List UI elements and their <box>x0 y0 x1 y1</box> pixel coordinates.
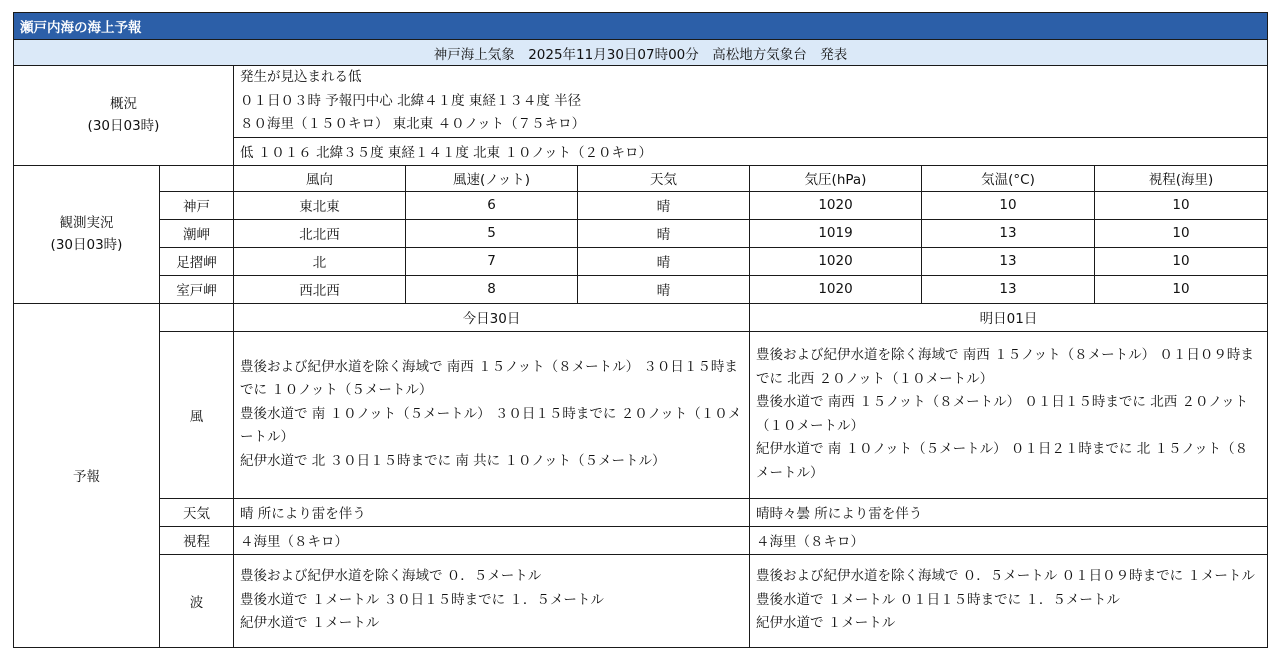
wind-today-line: 紀伊水道で 北 ３０日１５時までに 南 共に １０ノット（５メートル） <box>240 452 666 469</box>
obs-weather: 晴 <box>578 275 750 303</box>
header-weather: 天気 <box>578 165 750 191</box>
wave-today-line: 豊後および紀伊水道を除く海域で ０．５メートル <box>240 568 542 585</box>
obs-pressure: 1019 <box>750 219 922 247</box>
header-temperature: 気温(°C) <box>922 165 1095 191</box>
forecast-today-header: 今日30日 <box>234 303 750 331</box>
wave-today-line: 豊後水道で １メートル ３０日１５時までに １．５メートル <box>240 591 604 608</box>
forecast-weather-today: 晴 所により雷を伴う <box>234 498 750 526</box>
obs-pressure: 1020 <box>750 191 922 219</box>
forecast-wave-tomorrow <box>750 554 1268 647</box>
wind-tomorrow-line: 豊後水道で 南西 １５ノット（８メートル） ０１日１５時までに 北西 ２０ノット（１０メートル） <box>756 394 1249 434</box>
wave-tomorrow-line: 豊後および紀伊水道を除く海域で ０．５メートル ０１日０９時までに １メートル <box>756 568 1255 585</box>
page-title: 瀬戸内海の海上予報 <box>14 13 1268 40</box>
forecast-wind-tomorrow <box>750 331 1268 498</box>
forecast-wave-today <box>234 554 750 647</box>
header-visibility: 視程(海里) <box>1095 165 1268 191</box>
obs-wind-speed: 7 <box>406 247 578 275</box>
table-row <box>14 247 1268 275</box>
overview-label-cell <box>14 66 234 166</box>
overview-body <box>234 66 1268 138</box>
obs-visibility: 10 <box>1095 219 1268 247</box>
overview-time: (30日03時) <box>87 118 160 135</box>
obs-pressure: 1020 <box>750 247 922 275</box>
obs-wind-direction: 北 <box>234 247 406 275</box>
observation-time: (30日03時) <box>50 237 123 253</box>
observation-label: 観測実況 <box>59 215 114 231</box>
overview-line: 発生が見込まれる低 <box>240 69 362 85</box>
wind-tomorrow-line: 紀伊水道で 南 １０ノット（５メートル） ０１日２１時までに 北 １５ノット（８メートル） <box>756 441 1249 481</box>
wave-tomorrow-line: 豊後水道で １メートル ０１日１５時までに １．５メートル <box>756 591 1120 608</box>
header-wind-direction: 風向 <box>234 165 406 191</box>
forecast-corner <box>160 303 234 331</box>
table-row <box>14 219 1268 247</box>
forecast-wind-label: 風 <box>160 331 234 498</box>
overview-line: ８０海里（１５０キロ） 東北東 ４０ノット（７５キロ） <box>240 116 586 132</box>
station-name: 神戸 <box>160 191 234 219</box>
obs-temperature: 13 <box>922 247 1095 275</box>
wave-today-line: 紀伊水道で １メートル <box>240 615 380 632</box>
overview-line: ０１日０３時 予報円中心 北緯４１度 東経１３４度 半径 <box>240 92 582 109</box>
overview-low: 低 １０１６ 北緯３５度 東経１４１度 北東 １０ノット（２０キロ） <box>234 137 1268 165</box>
wave-tomorrow-line: 紀伊水道で １メートル <box>756 615 896 632</box>
forecast-wind-today <box>234 331 750 498</box>
issued-info: 神戸海上気象 2025年11月30日07時00分 高松地方気象台 発表 <box>14 40 1268 66</box>
obs-wind-speed: 5 <box>406 219 578 247</box>
obs-visibility: 10 <box>1095 191 1268 219</box>
marine-forecast <box>13 12 1267 648</box>
station-name: 室戸岬 <box>160 275 234 303</box>
forecast-visibility-tomorrow: ４海里（８キロ） <box>750 526 1268 554</box>
obs-weather: 晴 <box>578 191 750 219</box>
wind-tomorrow-line: 豊後および紀伊水道を除く海域で 南西 １５ノット（８メートル） ０１日０９時までに 北西 ２０ノット（１０メートル） <box>756 347 1254 387</box>
observation-corner <box>160 165 234 191</box>
station-name: 潮岬 <box>160 219 234 247</box>
forecast-label: 予報 <box>14 303 160 647</box>
obs-wind-direction: 西北西 <box>234 275 406 303</box>
wind-today-line: 豊後および紀伊水道を除く海域で 南西 １５ノット（８メートル） ３０日１５時までに １０ノット（５メートル） <box>240 358 738 399</box>
forecast-wave-label: 波 <box>160 554 234 647</box>
forecast-tomorrow-header: 明日01日 <box>750 303 1268 331</box>
obs-wind-direction: 東北東 <box>234 191 406 219</box>
obs-wind-speed: 6 <box>406 191 578 219</box>
station-name: 足摺岬 <box>160 247 234 275</box>
wind-today-line: 豊後水道で 南 １０ノット（５メートル） ３０日１５時までに ２０ノット（１０メートル） <box>240 405 742 446</box>
forecast-weather-tomorrow: 晴時々曇 所により雷を伴う <box>750 498 1268 526</box>
obs-wind-direction: 北北西 <box>234 219 406 247</box>
forecast-visibility-label: 視程 <box>160 526 234 554</box>
obs-temperature: 13 <box>922 219 1095 247</box>
table-row <box>14 275 1268 303</box>
forecast-weather-label: 天気 <box>160 498 234 526</box>
table-row <box>14 191 1268 219</box>
forecast-visibility-today: ４海里（８キロ） <box>234 526 750 554</box>
obs-wind-speed: 8 <box>406 275 578 303</box>
obs-visibility: 10 <box>1095 275 1268 303</box>
overview-label: 概況 <box>110 96 137 113</box>
obs-visibility: 10 <box>1095 247 1268 275</box>
header-wind-speed: 風速(ノット) <box>406 165 578 191</box>
obs-temperature: 10 <box>922 191 1095 219</box>
obs-weather: 晴 <box>578 219 750 247</box>
observation-label-cell <box>14 165 160 303</box>
obs-weather: 晴 <box>578 247 750 275</box>
header-pressure: 気圧(hPa) <box>750 165 922 191</box>
forecast-table <box>13 12 1268 648</box>
obs-pressure: 1020 <box>750 275 922 303</box>
obs-temperature: 13 <box>922 275 1095 303</box>
